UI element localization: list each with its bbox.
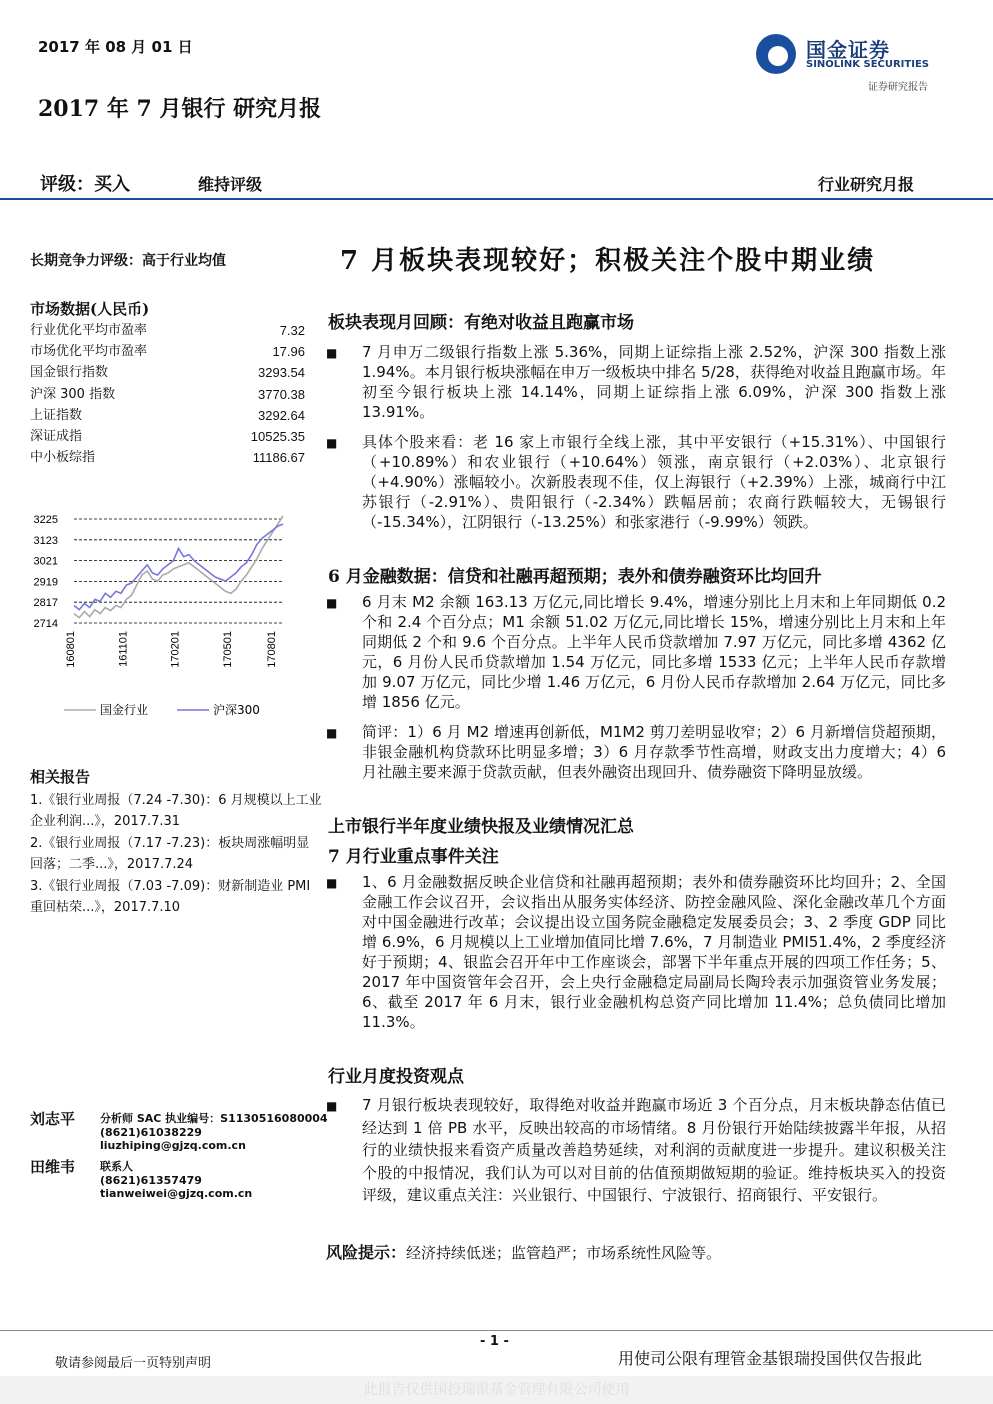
market-label: 沪深 300 指数: [30, 386, 116, 402]
y-tick-label: 2919: [33, 576, 58, 589]
paragraph-text: 1、6 月金融数据反映企业信贷和社融再超预期；表外和债券融资环比均回升；2、全国金融工作会议召开，会议指出从服务实体经济、防控金融风险、深化金融改革几个方面对中国金融进行改革；会议提出设立国务院金融稳定发展委员会；3、2 季度 GDP 同比增 6.9%，6 月规模以上工业增加值同比增 7.6%，7 月制造业 PMI51.4%，2 季度经济好于预期；4、银监会召开年中工作座谈会，部署下半年重点开展的四项工作任务；5、2017 年中国资管年会召开，会上央行金融稳定局副局长陶玲表示加强资管业务发展；6、截至 2017 年 6 月末，银行业金融机构总资产同比增加 11.4%；总负债同比增加 11.3%。: [362, 873, 946, 1031]
x-tick-label: 170501: [221, 631, 234, 668]
page-number: - 1 -: [480, 1334, 509, 1349]
logo-mark-icon: [756, 34, 796, 74]
market-data-row: [30, 405, 305, 426]
y-tick-label: 2817: [33, 597, 58, 610]
x-tick-label: 160801: [65, 631, 77, 668]
square-bullet-icon: ■: [326, 596, 338, 610]
paragraph-text: 7 月银行板块表现较好，取得绝对收益并跑赢市场近 3 个百分点，月末板块静态估值已经达到 1 倍 PB 水平，反映出较高的市场情绪。8 月份银行开始陆续披露半年报，从招行的业绩快报来看资产质量改善趋势延续，对利润的贡献度进一步提升。建议积极关注个股的中报情况，我们认为可以对目前的估值预期做短期的验证。维持板块买入的投资评级，建议重点关注：兴业银行、中国银行、宁波银行、招商银行、平安银行。: [362, 1096, 946, 1204]
y-tick-label: 3225: [33, 514, 58, 526]
bullet-paragraph: [326, 342, 946, 422]
market-label: 深证成指: [30, 428, 83, 444]
y-tick-label: 3123: [33, 534, 58, 547]
market-data-row: [30, 384, 305, 405]
headline: 7 月板块表现较好；积极关注个股中期业绩: [340, 246, 876, 276]
bullet-paragraph: [326, 1094, 946, 1207]
author-name: 田维韦: [30, 1158, 76, 1176]
bullet-paragraph: [326, 592, 946, 712]
bullet-paragraph: [326, 432, 946, 532]
market-value: 3292.64: [258, 407, 305, 423]
author-contact: [100, 1160, 252, 1201]
author-contact-line: (8621)61038229: [100, 1125, 202, 1139]
market-value: 7.32: [279, 323, 305, 338]
footer-disclaimer: 敬请参阅最后一页特别声明: [55, 1356, 212, 1371]
header-divider: [0, 198, 993, 200]
x-tick-label: 170201: [169, 631, 182, 668]
market-data-table: [30, 320, 305, 468]
footer-divider: [0, 1330, 993, 1331]
index-chart: [28, 505, 293, 725]
section-title: 6 月金融数据：信贷和社融再超预期；表外和债券融资环比均回升: [328, 567, 822, 587]
x-tick-label: 161101: [117, 631, 130, 667]
watermark: 此报告仅供国投瑞银基金管理有限公司使用: [0, 1376, 993, 1404]
footer-notice: 用使司公限有理管金基银瑞投国供仅告报此: [618, 1349, 923, 1368]
paragraph-text: 简评：1）6 月 M2 增速再创新低，M1M2 剪刀差明显收窄；2）6 月新增信贷超预期，非银金融机构贷款环比明显多增；3）6 月存款季节性高增，财政支出力度增大；4）6 月社融主要来源于贷款贡献，但表外融资出现回升、债券融资下降明显放缓。: [362, 723, 946, 781]
y-tick-label: 2714: [33, 618, 58, 630]
square-bullet-icon: ■: [326, 876, 338, 890]
legend-label: 国金行业: [100, 703, 149, 717]
x-tick-label: 170801: [266, 631, 278, 668]
related-report-item[interactable]: 2.《银行业周报（7.17 -7.23)：板块周涨幅明显回落；二季...》，2017.7.24: [30, 836, 310, 872]
report-type: 行业研究月报: [818, 175, 915, 194]
author-contact-line[interactable]: tianweiwei@gjzq.com.cn: [100, 1187, 253, 1200]
square-bullet-icon: ■: [326, 726, 338, 740]
bullet-paragraph: [326, 872, 946, 1032]
author-name: 刘志平: [30, 1110, 76, 1128]
logo-subtitle: 证券研究报告: [868, 82, 928, 93]
market-label: 行业优化平均市盈率: [30, 323, 148, 338]
maintain-rating: 维持评级: [198, 175, 263, 194]
logo-cn-text: 国金证券: [806, 38, 890, 62]
rating: 评级：买入: [40, 174, 130, 195]
risk-label: 风险提示：: [326, 1243, 407, 1262]
market-label: 中小板综指: [30, 450, 96, 466]
related-report-item[interactable]: 3.《银行业周报（7.03 -7.09)：财新制造业 PMI 重回枯荣...》，2017.7.10: [30, 879, 311, 915]
market-value: 3770.38: [258, 386, 305, 402]
market-data-row: [30, 341, 305, 362]
square-bullet-icon: ■: [326, 346, 338, 360]
market-label: 市场优化平均市盈率: [30, 344, 148, 360]
author-contact-line: 分析师 SAC 执业编号：S1130516080004: [100, 1112, 328, 1125]
risk-text: 经济持续低迷；监管趋严；市场系统性风险等。: [406, 1244, 722, 1262]
longterm-rating: 长期竞争力评级：高于行业均值: [30, 253, 226, 269]
related-report-item[interactable]: 1.《银行业周报（7.24 -7.30)：6 月规模以上工业企业利润...》，2017.7.31: [30, 793, 322, 829]
related-reports-title: 相关报告: [30, 768, 91, 786]
market-data-title: 市场数据(人民币): [30, 300, 150, 318]
market-value: 11186.67: [252, 450, 305, 466]
legend-label: 沪深300: [213, 703, 260, 717]
report-title: 2017 年 7 月银行 研究月报: [38, 96, 322, 122]
risk-warning: [326, 1240, 721, 1263]
bullet-paragraph: [326, 722, 946, 782]
y-tick-label: 3021: [33, 555, 58, 568]
section-title: 板块表现月回顾：有绝对收益且跑赢市场: [328, 313, 634, 333]
author-contact-line[interactable]: liuzhiping@gjzq.com.cn: [100, 1139, 246, 1152]
paragraph-text: 7 月申万二级银行指数上涨 5.36%，同期上证综指上涨 2.52%，沪深 300 指数上涨 1.94%。本月银行板块涨幅在申万一级板块中排名 5/28，获得绝对收益且跑赢市场。年初至今银行板块上涨 14.14%，同期上证综指上涨 6.09%，沪深 300 指数上涨 13.91%。: [362, 343, 946, 421]
market-data-row: [30, 362, 305, 383]
market-value: 10525.35: [250, 428, 305, 444]
square-bullet-icon: ■: [326, 436, 338, 450]
market-data-row: [30, 320, 305, 341]
section-title: 7 月行业重点事件关注: [328, 847, 499, 867]
paragraph-text: 6 月末 M2 余额 163.13 万亿元,同比增长 9.4%，增速分别比上月末和上年同期低 0.2 个和 2.4 个百分点；M1 余额 51.02 万亿元,同比增长 15%，增速分别比上月末和上年同期低 2 个和 9.6 个百分点。上半年人民币贷款增加 7.97 万亿元，同比多增 4362 亿元，6 月份人民币贷款增加 1.54 万亿元，同比多增 1533 亿元；上半年人民币存款增加 9.07 万亿元，同比少增 1.46 万亿元，6 月份人民币存款增加 2.64 万亿元，同比多增 1856 亿元。: [362, 593, 946, 711]
market-data-row: [30, 426, 305, 447]
paragraph-text: 具体个股来看：老 16 家上市银行全线上涨，其中平安银行（+15.31%）、中国银行（+10.89%）和农业银行（+10.64%）领涨，南京银行（+2.03%）、北京银行（+4.90%）涨幅较小。次新股表现不佳，仅上海银行（+2.39%）上涨，城商行中江苏银行（-2.91%）、贵阳银行（-2.34%）跌幅居前；农商行跌幅较大，无锡银行（-15.34%），江阴银行（-13.25%）和张家港行（-9.99%）领跌。: [362, 433, 946, 531]
market-label: 国金银行指数: [30, 365, 109, 381]
market-value: 17.96: [272, 344, 305, 360]
author-contact-line: 联系人: [100, 1160, 133, 1173]
report-date: 2017 年 08 月 01 日: [38, 38, 193, 56]
square-bullet-icon: ■: [326, 1099, 338, 1113]
author-contact-line: (8621)61357479: [100, 1173, 202, 1187]
author-contact: [100, 1112, 328, 1153]
logo-en-text: SINOLINK SECURITIES: [806, 59, 929, 70]
market-label: 上证指数: [30, 407, 83, 423]
section-title: 上市银行半年度业绩快报及业绩情况汇总: [328, 817, 634, 837]
market-value: 3293.54: [258, 365, 305, 381]
market-data-row: [30, 447, 305, 468]
section-title: 行业月度投资观点: [328, 1067, 464, 1087]
